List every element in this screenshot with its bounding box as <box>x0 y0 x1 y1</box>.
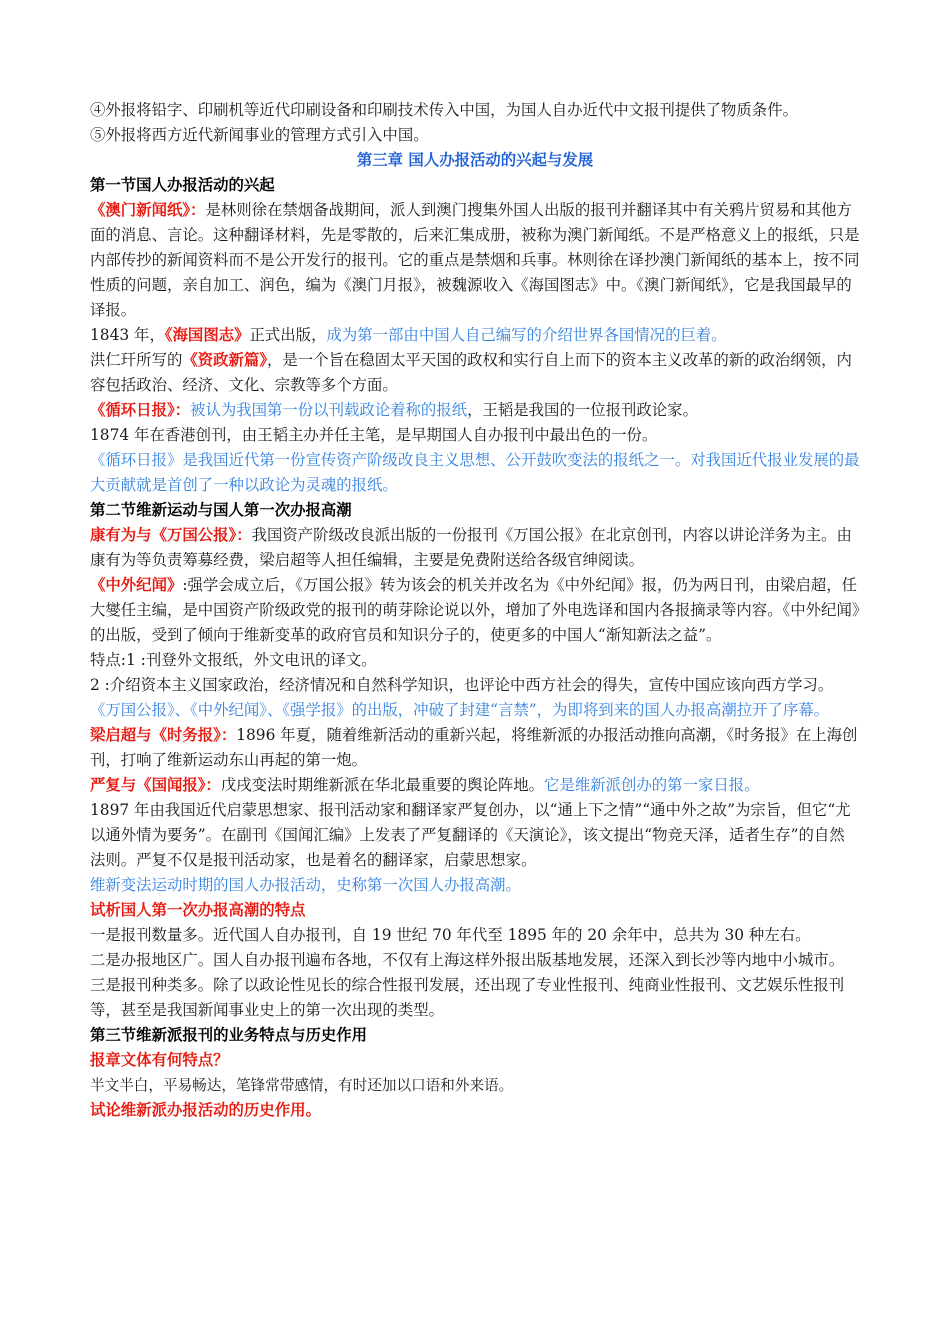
xunhuan-line-2: 1874 年在香港创刊，由王韬主办并任主笔，是早期国人自办报刊中最出色的一份。 <box>90 426 658 444</box>
intro-point-5: ⑤外报将西方近代新闻事业的管理方式引入中国。 <box>90 126 429 144</box>
answer-2: 二是办报地区广。国人自办报刊遍布各地，不仅有上海这样外报出版基地发展，还深入到长沙等内地中小城市。 <box>90 951 845 969</box>
haiguo-highlight: 成为第一部由中国人自己编写的介绍世界各国情况的巨着。 <box>326 326 727 344</box>
zizheng-paragraph <box>90 348 860 398</box>
answer-1: 一是报刊数量多。近代国人自办报刊，自 19 世纪 70 年代至 1895 年的 20 余年中，总共为 30 种左右。 <box>90 926 811 944</box>
wanguo-term: 康有为与《万国公报》： <box>90 526 252 544</box>
zhongwai-text: :强学会成立后，《万国公报》转为该会的机关并改名为《中外纪闻》报，仍为两日刊，由梁启超，任大燮任主编，是中国资产阶级政党的报刊的萌芽除论说以外，增加了外电选译和国内各报摘录等内容。《中外纪闻》的出版，受到了倾向于维新变革的政府官员和知识分子的，使更多的中国人“渐知新法之益”。 <box>90 576 860 644</box>
macao-term: 《澳门新闻纸》： <box>90 201 206 219</box>
section-3-answer-1: 半文半白，平易畅达，笔锋常带感情，有时还加以口语和外来语。 <box>90 1077 514 1094</box>
section-3-title: 第三节维新派报刊的业务特点与历史作用 <box>90 1026 368 1044</box>
zizheng-text: ，是一个旨在稳固太平天国的政权和实行自上而下的资本主义改革的新的政治纲领，内容包括政治、经济、文化、宗教等多个方面。 <box>90 351 852 394</box>
guowen-paragraph-2: 1897 年由我国近代启蒙思想家、报刊活动家和翻译家严复创办，以“通上下之情”“通中外之故”为宗旨，但它“尤以通外情为要务”。在副刊《国闻汇编》上发表了严复翻译的《天演论》，该文提出“物竞天泽，适者生存”的自然法则。严复不仅是报刊活动家，也是着名的翻译家，启蒙思想家。 <box>90 801 851 869</box>
haiguo-term: 《海国图志》 <box>164 326 250 344</box>
xunhuan-term: 《循环日报》： <box>90 401 191 419</box>
section-3-question-2: 试论维新派办报活动的历史作用。 <box>90 1101 321 1119</box>
guowen-term: 严复与《国闻报》： <box>90 776 221 794</box>
wanguo-paragraph <box>90 523 860 573</box>
guowen-text: 戊戌变法时期维新派在华北最重要的舆论阵地。 <box>220 776 545 794</box>
xunhuan-text: ，王韬是我国的一位报刊政论家。 <box>467 401 698 419</box>
guowen-paragraph <box>90 773 860 798</box>
haiguo-mid: 正式出版， <box>249 326 327 344</box>
document-page <box>90 98 860 1123</box>
section-2-title: 第二节维新运动与国人第一次办报高潮 <box>90 501 352 519</box>
chapter-title: 第三章 国人办报活动的兴起与发展 <box>356 151 594 169</box>
zizheng-prefix: 洪仁玕所写的 <box>90 351 183 369</box>
shiwu-paragraph <box>90 723 860 773</box>
shiwu-term: 梁启超与《时务报》： <box>90 726 237 744</box>
zhongwai-paragraph <box>90 573 860 648</box>
intro-point-4: ④外报将铅字、印刷机等近代印刷设备和印刷技术传入中国，为国人自办近代中文报刊提供了物质条件。 <box>90 101 798 119</box>
xunhuan-highlight: 被认为我国第一份以刊载政论着称的报纸 <box>190 401 468 419</box>
answer-3: 三是报刊种类多。除了以政论性见长的综合性报刊发展，还出现了专业性报刊、纯商业性报刊、文艺娱乐性报刊等，甚至是我国新闻事业史上的第一次出现的类型。 <box>90 976 845 1019</box>
haiguo-paragraph <box>90 323 860 348</box>
section-2-blue-paragraph-1: 《万国公报》、《中外纪闻》、《强学报》的出版，冲破了封建“言禁”，为即将到来的国人办报高潮拉开了序幕。 <box>90 701 830 719</box>
zizheng-term: 《资政新篇》 <box>182 351 268 369</box>
macao-paragraph <box>90 198 860 323</box>
xunhuan-blue-paragraph: 《循环日报》是我国近代第一份宣传资产阶级改良主义思想、公开鼓吹变法的报纸之一。对我国近代报业发展的最大贡献就是首创了一种以政论为灵魂的报纸。 <box>90 451 860 494</box>
zhongwai-feature-1: 特点:1 :刊登外文报纸，外文电讯的译文。 <box>90 651 377 669</box>
section-1-title: 第一节国人办报活动的兴起 <box>90 176 275 194</box>
section-2-blue-paragraph-2: 维新变法运动时期的国人办报活动，史称第一次国人办报高潮。 <box>90 876 521 894</box>
wanguo-text: 我国资产阶级改良派出版的一份报刊《万国公报》在北京创刊，内容以讲论洋务为主。由康有为等负责筹募经费，梁启超等人担任编辑，主要是免费附送给各级官绅阅读。 <box>90 526 852 569</box>
macao-text: 是林则徐在禁烟备战期间，派人到澳门搜集外国人出版的报刊并翻译其中有关鸦片贸易和其他方面的消息、言论。这种翻译材料，先是零散的，后来汇集成册，被称为澳门新闻纸。不是严格意义上的报纸，只是内部传抄的新闻资料而不是公开发行的报刊。它的重点是禁烟和兵事。林则徐在译抄澳门新闻纸的基本上，按不同性质的问题，亲自加工、润色，编为《澳门月报》，被魏源收入《海国图志》中。《澳门新闻纸》，它是我国最早的译报。 <box>90 201 860 319</box>
haiguo-prefix: 1843 年， <box>90 326 165 344</box>
shiwu-text: 1896 年夏，随着维新活动的重新兴起，将维新派的办报活动推向高潮，《时务报》在上海创刊，打响了维新运动东山再起的第一炮。 <box>90 726 858 769</box>
xunhuan-paragraph <box>90 398 860 423</box>
guowen-highlight: 它是维新派创办的第一家日报。 <box>544 776 760 794</box>
section-3-question-1: 报章文体有何特点？ <box>90 1051 229 1069</box>
zhongwai-term: 《中外纪闻》 <box>90 576 183 594</box>
section-2-question: 试析国人第一次办报高潮的特点 <box>90 901 306 919</box>
zhongwai-feature-2: 2 :介绍资本主义国家政治，经济情况和自然科学知识，也评论中西方社会的得失，宣传中国应该向西方学习。 <box>90 676 834 694</box>
